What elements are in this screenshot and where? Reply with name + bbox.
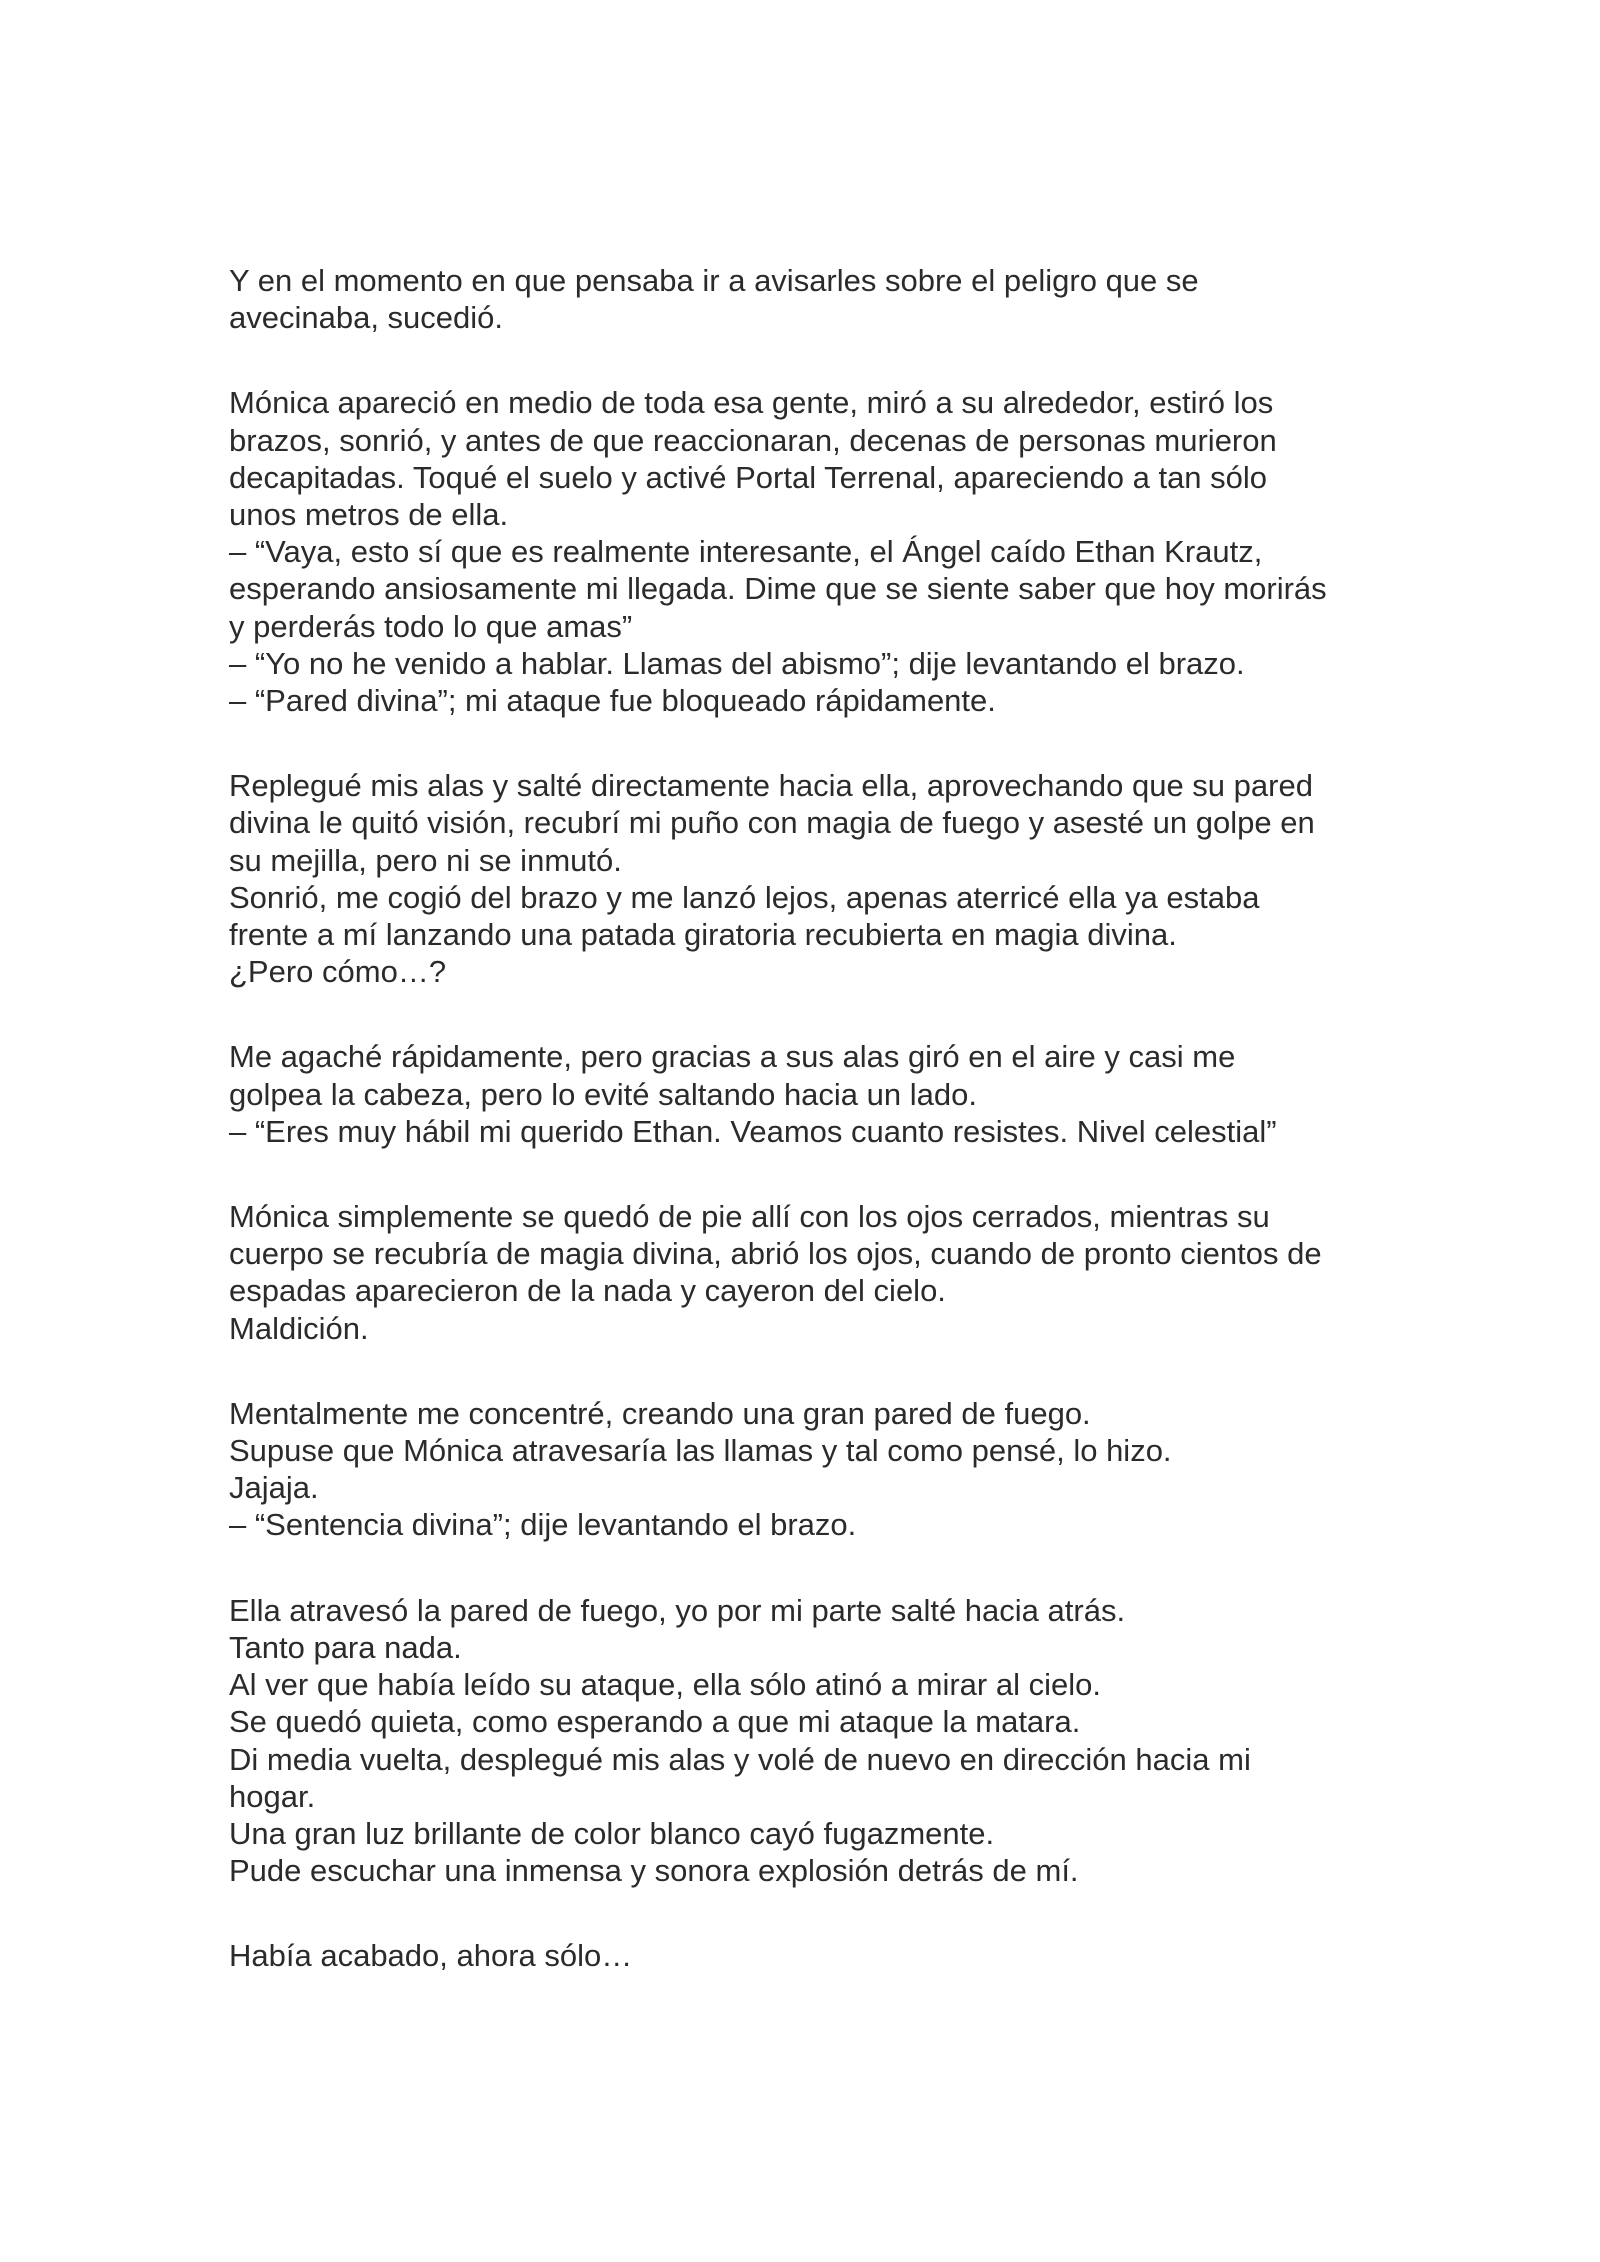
text-line: golpea la cabeza, pero lo evité saltando hacia un lado. (229, 1076, 977, 1112)
dialogue-line: – “Vaya, esto sí que es realmente interesante, el Ángel caído Ethan Krautz, (229, 534, 1263, 570)
dialogue-line: – “Eres muy hábil mi querido Ethan. Veamos cuanto resistes. Nivel celestial” (229, 1113, 1277, 1149)
paragraph (229, 262, 1379, 336)
text-line: Una gran luz brillante de color blanco cayó fugazmente. (229, 1815, 995, 1851)
text-line: Ella atravesó la pared de fuego, yo por mi parte salté hacia atrás. (229, 1592, 1126, 1628)
text-line: ¿Pero cómo…? (229, 954, 447, 990)
paragraph (229, 1038, 1379, 1150)
document-body (229, 262, 1379, 1975)
text-line: brazos, sonrió, y antes de que reaccionaran, decenas de personas murieron (229, 422, 1277, 458)
text-line: Tanto para nada. (229, 1629, 462, 1665)
text-line: Sonrió, me cogió del brazo y me lanzó lejos, apenas aterricé ella ya estaba (229, 879, 1260, 915)
text-line: Había acabado, ahora sólo… (229, 1938, 633, 1974)
text-line: Pude escuchar una inmensa y sonora explosión detrás de mí. (229, 1853, 1079, 1889)
text-line: Y en el momento en que pensaba ir a avisarles sobre el peligro que se (229, 263, 1199, 298)
dialogue-line: – “Sentencia divina”; dije levantando el brazo. (229, 1507, 857, 1543)
text-line: frente a mí lanzando una patada giratoria recubierta en magia divina. (229, 917, 1177, 953)
text-line: Mónica simplemente se quedó de pie allí con los ojos cerrados, mientras su (229, 1199, 1270, 1235)
text-line: Me agaché rápidamente, pero gracias a sus alas giró en el aire y casi me (229, 1039, 1236, 1075)
paragraph (229, 1198, 1379, 1347)
text-line: Mentalmente me concentré, creando una gran pared de fuego. (229, 1395, 1091, 1431)
text-line: divina le quitó visión, recubrí mi puño con magia de fuego y asesté un golpe en (229, 805, 1315, 841)
paragraph (229, 767, 1379, 990)
text-line: Di media vuelta, desplegué mis alas y volé de nuevo en dirección hacia mi (229, 1741, 1251, 1777)
dialogue-line: y perderás todo lo que amas” (229, 608, 633, 644)
text-line: Maldición. (229, 1310, 369, 1346)
text-line: Supuse que Mónica atravesaría las llamas y tal como pensé, lo hizo. (229, 1433, 1172, 1469)
paragraph (229, 1937, 1379, 1974)
text-line: Jajaja. (229, 1470, 319, 1506)
text-line: Replegué mis alas y salté directamente hacia ella, aprovechando que su pared (229, 768, 1313, 804)
paragraph (229, 384, 1379, 719)
text-line: Al ver que había leído su ataque, ella sólo atinó a mirar al cielo. (229, 1667, 1101, 1703)
text-line: Mónica apareció en medio de toda esa gente, miró a su alrededor, estiró los (229, 385, 1274, 421)
text-line: avecinaba, sucedió. (229, 300, 504, 336)
text-line: decapitadas. Toqué el suelo y activé Portal Terrenal, apareciendo a tan sólo (229, 459, 1268, 495)
text-line: su mejilla, pero ni se inmutó. (229, 842, 622, 878)
paragraph (229, 1395, 1379, 1544)
dialogue-line: – “Pared divina”; mi ataque fue bloqueado rápidamente. (229, 683, 996, 719)
text-line: unos metros de ella. (229, 497, 509, 533)
text-line: hogar. (229, 1778, 316, 1814)
text-line: Se quedó quieta, como esperando a que mi ataque la matara. (229, 1704, 1081, 1740)
dialogue-line: esperando ansiosamente mi llegada. Dime que se siente saber que hoy morirás (229, 571, 1327, 607)
text-line: cuerpo se recubría de magia divina, abrió los ojos, cuando de pronto cientos de (229, 1236, 1322, 1272)
dialogue-line: – “Yo no he venido a hablar. Llamas del abismo”; dije levantando el brazo. (229, 645, 1245, 681)
paragraph (229, 1592, 1379, 1890)
text-line: espadas aparecieron de la nada y cayeron del cielo. (229, 1273, 946, 1309)
